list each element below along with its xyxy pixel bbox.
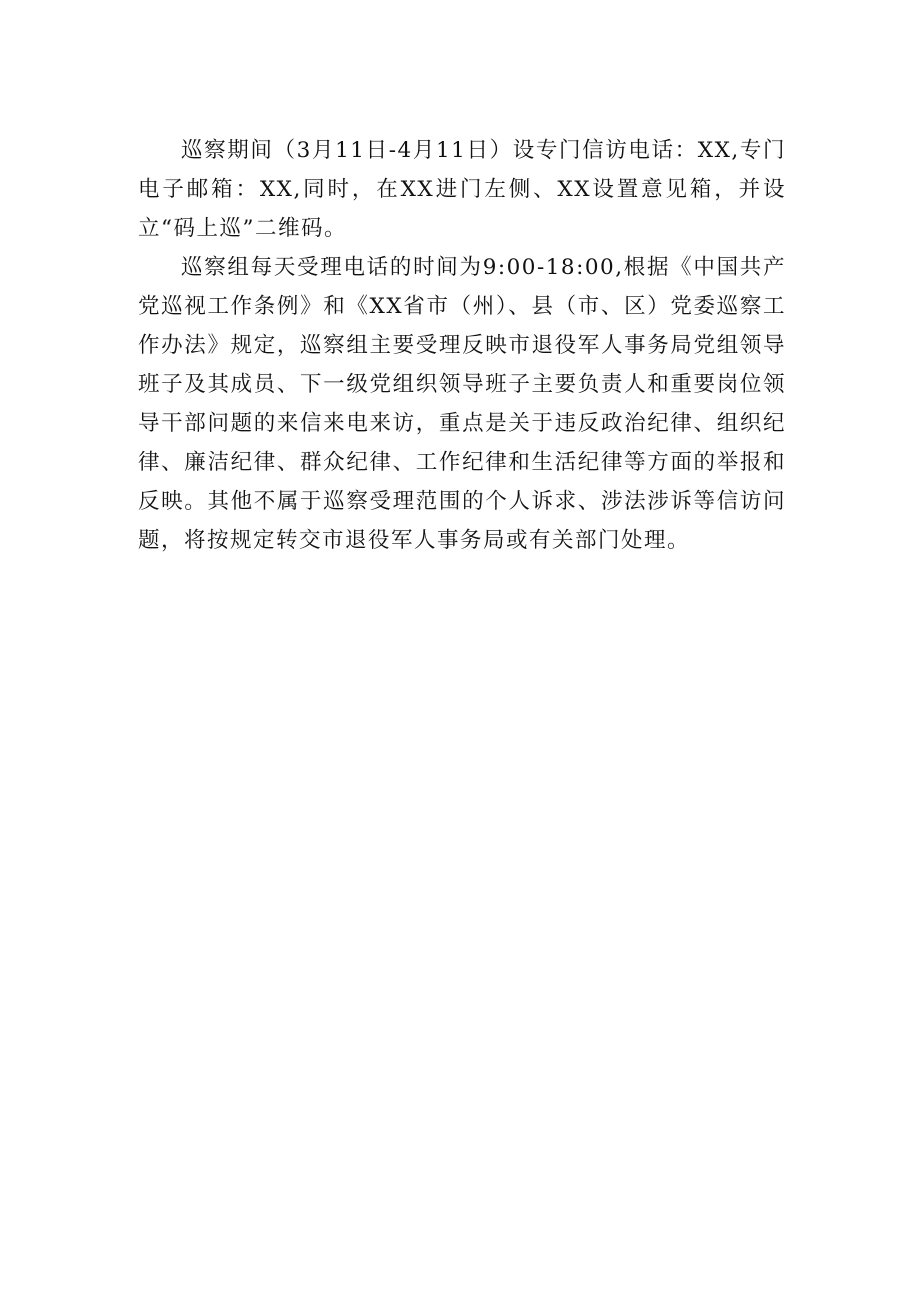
document-body xyxy=(138,131,786,560)
paragraph-acceptance-scope: 巡察组每天受理电话的时间为9:00-18:00,根据《中国共产党巡视工作条例》和《XX省市（州）、县（市、区）党委巡察工作办法》规定，巡察组主要受理反映市退役军人事务局党组领导班子及其成员、下一级党组织领导班子主要负责人和重要岗位领导干部问题的来信来电来访，重点是关于违反政治纪律、组织纪律、廉洁纪律、群众纪律、工作纪律和生活纪律等方面的举报和反映。其他不属于巡察受理范围的个人诉求、涉法涉诉等信访问题，将按规定转交市退役军人事务局或有关部门处理。 xyxy=(138,255,786,553)
paragraph-hotline-info: 巡察期间（3月11日-4月11日）设专门信访电话：XX,专门电子邮箱：XX,同时，在XX进门左侧、XX设置意见箱，并设立“码上巡”二维码。 xyxy=(138,138,786,241)
